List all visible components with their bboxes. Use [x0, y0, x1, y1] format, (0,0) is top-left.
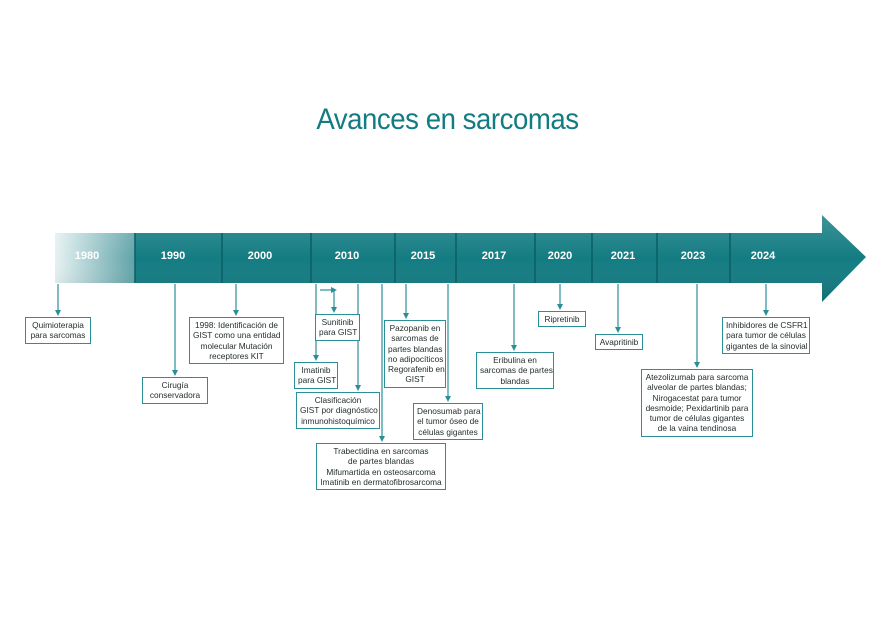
event-box — [315, 314, 360, 341]
event-text-line: Clasificación — [314, 395, 362, 405]
event-text-line: Imatinib — [301, 365, 331, 375]
event-text-line: Sunitinib — [321, 317, 354, 327]
event-text-line: GIST como una entidad — [193, 330, 281, 341]
event-text-line: Atezolizumab para sarcoma — [645, 372, 749, 382]
event-text-line: para tumor de células — [726, 330, 806, 341]
event-text-line: Mifumartida en osteosarcoma — [326, 466, 436, 477]
event-text-line: sarcomas de — [391, 333, 439, 344]
page-title: Avances en sarcomas — [316, 103, 579, 136]
year-label: 2010 — [334, 250, 360, 262]
event-text-line: para sarcomas — [30, 330, 86, 341]
event-text-line: alveolar de partes blandas; — [647, 382, 747, 393]
event-text-line: Trabectidina en sarcomas — [333, 446, 429, 456]
event-text-line: Avapritinib — [599, 337, 639, 347]
year-label: 2015 — [410, 250, 436, 262]
event-box — [476, 352, 554, 389]
event-text-line: Ripretinib — [544, 314, 580, 324]
event-text-line: para GIST — [319, 327, 358, 338]
year-label: 2021 — [610, 250, 636, 262]
event-text-line: 1998: Identificación de — [194, 320, 279, 330]
event-text-line: conservadora — [149, 390, 201, 401]
event-text-line: Imatinib en dermatofibrosarcoma — [320, 476, 442, 487]
event-text-line: inmunohistoquímico — [301, 415, 375, 426]
event-text-line: Denosumab para — [417, 406, 481, 416]
event-text-line: Quimioterapia — [32, 320, 84, 330]
event-box — [538, 311, 586, 327]
year-label: 2000 — [247, 250, 273, 262]
year-label: 1980 — [74, 250, 100, 262]
event-text-line: Pazopanib en — [389, 323, 441, 333]
event-text-line: Nirogacestat para tumor — [652, 392, 742, 403]
event-box — [294, 362, 338, 389]
event-text-line: el tumor óseo de — [417, 416, 479, 427]
year-label: 2024 — [750, 250, 776, 262]
event-box — [25, 317, 91, 344]
event-text-line: receptores KIT — [209, 350, 264, 361]
event-text-line: Eribulina en — [493, 355, 537, 365]
event-text-line: GIST — [405, 374, 425, 385]
event-text-line: desmoide; Pexidartinib para — [645, 402, 749, 413]
event-box — [384, 320, 446, 388]
year-label: 2020 — [547, 250, 573, 262]
event-box — [189, 317, 284, 364]
event-box — [296, 392, 380, 429]
event-box — [413, 403, 483, 440]
event-text-line: no adipocíticos — [388, 353, 444, 364]
year-label: 1990 — [160, 250, 186, 262]
event-text-line: para GIST — [298, 375, 337, 386]
event-text-line: Inhibidores de CSFR1 — [726, 320, 808, 330]
year-label: 2017 — [481, 250, 507, 262]
year-label: 2023 — [680, 250, 706, 262]
event-text-line: tumor de células gigantes — [649, 413, 745, 424]
event-text-line: gigantes de la sinovial — [726, 340, 808, 351]
event-box — [142, 377, 208, 404]
event-text-line: Regorafenib en — [388, 364, 445, 375]
event-text-line: GIST por diagnóstico — [300, 405, 378, 416]
event-text-line: partes blandas — [388, 343, 443, 354]
event-text-line: sarcomas de partes — [480, 365, 553, 376]
event-text-line: molecular Mutación — [200, 340, 273, 351]
event-text-line: células gigantes — [418, 426, 478, 437]
event-text-line: de partes blandas — [348, 456, 414, 467]
event-text-line: Cirugía — [161, 380, 189, 390]
event-text-line: de la vaina tendinosa — [657, 423, 737, 434]
event-text-line: blandas — [500, 375, 530, 386]
event-box — [641, 369, 753, 437]
event-box — [722, 317, 810, 354]
event-box — [595, 334, 643, 350]
event-box — [316, 443, 446, 490]
